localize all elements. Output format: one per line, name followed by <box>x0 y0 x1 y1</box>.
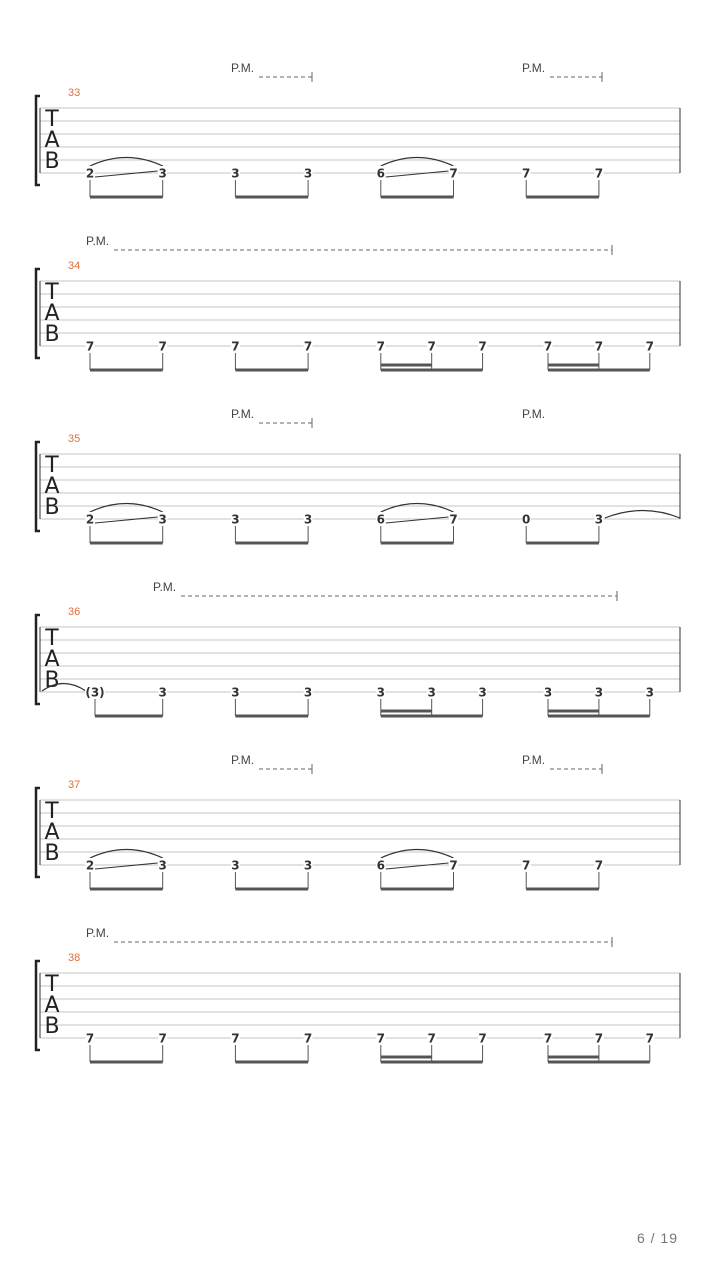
fret-number: 7 <box>303 339 313 354</box>
tab-clef-letter: B <box>44 149 60 174</box>
fret-number: 3 <box>645 685 654 700</box>
tab-system <box>36 234 680 370</box>
fret-number: 7 <box>478 1031 487 1046</box>
tab-clef-letter: A <box>44 647 60 672</box>
fret-number: 7 <box>522 858 531 873</box>
fret-number: 3 <box>594 685 604 700</box>
fret-number: 3 <box>303 166 313 181</box>
fret-number: 7 <box>376 339 385 354</box>
fret-number: 3 <box>231 166 240 181</box>
fret-number: 3 <box>543 685 553 700</box>
fret-number: 3 <box>231 512 240 527</box>
fret-number: 2 <box>85 166 95 181</box>
palm-mute-label: P.M. <box>522 61 546 75</box>
fret-number: 7 <box>449 858 458 873</box>
bar-number: 36 <box>68 606 81 618</box>
tie-out <box>605 511 680 519</box>
page-number: 6 / 19 <box>636 1230 678 1246</box>
slur <box>90 850 163 859</box>
fret-number: 7 <box>522 166 531 181</box>
fret-number: 7 <box>645 339 654 354</box>
slide-line <box>386 171 449 177</box>
bar-number: 33 <box>68 87 81 99</box>
fret-number: 7 <box>85 339 95 354</box>
fret-number: 3 <box>427 685 436 700</box>
palm-mute-label: P.M. <box>231 61 255 75</box>
fret-number: 3 <box>594 512 604 527</box>
system-bracket <box>36 96 40 185</box>
slide-line <box>95 171 158 177</box>
fret-number: 7 <box>594 339 604 354</box>
bar-number: 37 <box>68 779 81 791</box>
tab-clef-letter: A <box>44 474 60 499</box>
tab-clef-letter: T <box>45 972 59 997</box>
fret-number: 7 <box>543 339 553 354</box>
fret-number: 7 <box>427 1031 436 1046</box>
tab-clef-letter: B <box>44 1014 60 1039</box>
fret-number: 3 <box>376 685 385 700</box>
fret-number: 7 <box>376 1031 385 1046</box>
bar-number: 35 <box>68 433 81 445</box>
palm-mute-label: P.M. <box>231 753 255 767</box>
fret-number: 2 <box>85 858 95 873</box>
tab-clef-letter: T <box>45 626 59 651</box>
fret-number: 7 <box>594 858 604 873</box>
tab-clef-letter: A <box>44 993 60 1018</box>
fret-number: 3 <box>478 685 487 700</box>
fret-number: 7 <box>85 1031 95 1046</box>
tab-clef-letter: A <box>44 820 60 845</box>
system-bracket <box>36 788 40 877</box>
tab-clef-letter: T <box>45 799 59 824</box>
slur <box>90 504 163 513</box>
tab-clef-letter: B <box>44 322 60 347</box>
fret-number: 7 <box>594 166 604 181</box>
fret-number: 7 <box>449 512 458 527</box>
system-bracket <box>36 269 40 358</box>
palm-mute-label: P.M. <box>86 926 110 940</box>
fret-number: 7 <box>303 1031 313 1046</box>
fret-number: 3 <box>158 858 167 873</box>
tab-system <box>36 926 680 1062</box>
slide-line <box>386 863 449 869</box>
fret-number: 7 <box>594 1031 604 1046</box>
tab-system <box>36 753 680 889</box>
fret-number: 0 <box>522 512 531 527</box>
bar-number: 38 <box>68 952 81 964</box>
tab-system <box>36 407 680 543</box>
system-bracket <box>36 615 40 704</box>
fret-number: (3) <box>85 685 105 700</box>
tab-clef-letter: B <box>44 668 60 693</box>
fret-number: 7 <box>158 1031 167 1046</box>
bar-number: 34 <box>68 260 81 272</box>
slur <box>381 504 454 513</box>
fret-number: 7 <box>543 1031 553 1046</box>
fret-number: 7 <box>645 1031 654 1046</box>
palm-mute-label: P.M. <box>231 407 255 421</box>
tab-clef-letter: B <box>44 495 60 520</box>
tab-clef-letter: B <box>44 841 60 866</box>
tab-system <box>36 61 680 197</box>
fret-number: 7 <box>158 339 167 354</box>
fret-number: 2 <box>85 512 95 527</box>
fret-number: 7 <box>478 339 487 354</box>
fret-number: 6 <box>376 166 385 181</box>
fret-number: 3 <box>158 166 167 181</box>
tab-clef-letter: A <box>44 128 60 153</box>
palm-mute-label: P.M. <box>86 234 110 248</box>
fret-number: 3 <box>231 858 240 873</box>
fret-number: 3 <box>303 858 313 873</box>
fret-number: 3 <box>303 685 313 700</box>
fret-number: 6 <box>376 512 385 527</box>
tab-clef-letter: T <box>45 107 59 132</box>
tab-clef-letter: T <box>45 280 59 305</box>
fret-number: 7 <box>449 166 458 181</box>
slur <box>381 850 454 859</box>
fret-number: 7 <box>427 339 436 354</box>
palm-mute-label: P.M. <box>522 407 546 421</box>
tab-system <box>36 580 680 716</box>
slide-line <box>95 863 158 869</box>
system-bracket <box>36 442 40 531</box>
fret-number: 3 <box>231 685 240 700</box>
fret-number: 7 <box>231 339 240 354</box>
tab-clef-letter: T <box>45 453 59 478</box>
slide-line <box>386 517 449 523</box>
slur <box>90 158 163 167</box>
palm-mute-label: P.M. <box>153 580 177 594</box>
fret-number: 3 <box>158 685 167 700</box>
slur <box>381 158 454 167</box>
palm-mute-label: P.M. <box>522 753 546 767</box>
tab-clef-letter: A <box>44 301 60 326</box>
fret-number: 7 <box>231 1031 240 1046</box>
fret-number: 3 <box>158 512 167 527</box>
fret-number: 6 <box>376 858 385 873</box>
system-bracket <box>36 961 40 1050</box>
fret-number: 3 <box>303 512 313 527</box>
slide-line <box>95 517 158 523</box>
